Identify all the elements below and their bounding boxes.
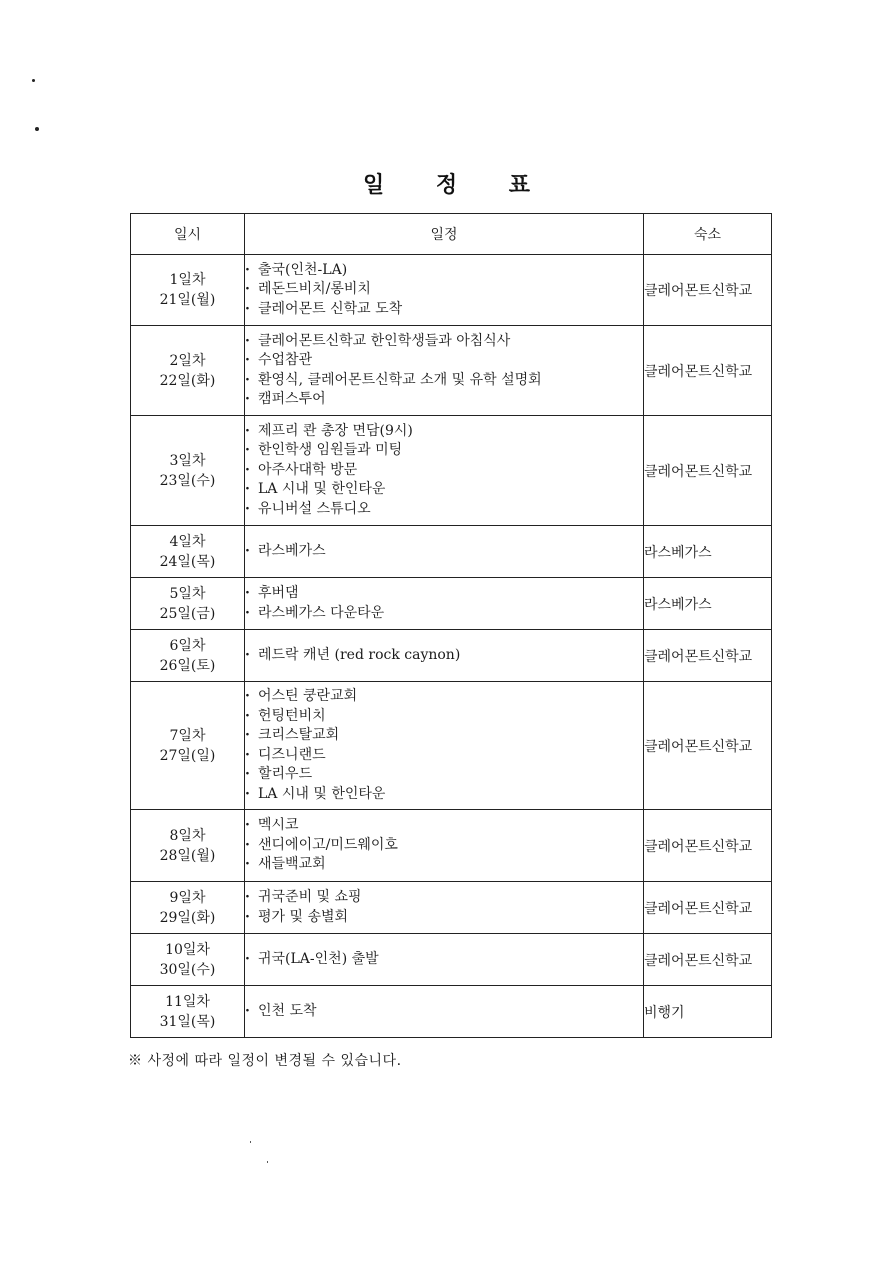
table-row [131, 682, 772, 810]
schedule-item: · 레돈드비치/롱비치 [245, 280, 643, 300]
lodging-cell: 클레어몬트신학교 [644, 882, 772, 934]
header-schedule: 일정 [245, 214, 644, 255]
schedule-cell [245, 810, 644, 882]
day-number: 11일차 [165, 993, 210, 1010]
schedule-cell [245, 416, 644, 526]
lodging-cell: 클레어몬트신학교 [644, 416, 772, 526]
day-date: 25일(금) [159, 605, 216, 622]
schedule-item: · 후버댐 [245, 584, 643, 604]
lodging-cell: 클레어몬트신학교 [644, 810, 772, 882]
day-date: 26일(토) [159, 657, 216, 674]
schedule-cell [245, 986, 644, 1038]
day-cell [131, 682, 245, 810]
day-date: 22일(화) [159, 372, 216, 389]
schedule-item: · LA 시내 및 한인타운 [245, 785, 643, 805]
schedule-cell [245, 934, 644, 986]
day-cell [131, 526, 245, 578]
schedule-cell [245, 326, 644, 416]
schedule-list [245, 542, 643, 562]
table-header-row [131, 214, 772, 255]
day-date: 31일(목) [159, 1013, 216, 1030]
day-date: 23일(수) [159, 472, 216, 489]
day-date: 30일(수) [159, 961, 216, 978]
table-row [131, 578, 772, 630]
day-number: 3일차 [169, 452, 206, 469]
schedule-item: · 수업참관 [245, 351, 643, 371]
schedule-cell [245, 682, 644, 810]
lodging-cell: 클레어몬트신학교 [644, 934, 772, 986]
table-row [131, 934, 772, 986]
day-number: 1일차 [169, 272, 206, 288]
schedule-item: · LA 시내 및 한인타운 [245, 480, 643, 500]
day-date: 27일(일) [159, 747, 216, 764]
footnote: ※ 사정에 따라 일정이 변경될 수 있습니다. [128, 1053, 402, 1069]
schedule-table [130, 213, 772, 1038]
header-lodging: 숙소 [644, 214, 772, 255]
day-number: 6일차 [169, 637, 206, 654]
schedule-list [245, 687, 643, 804]
day-number: 8일차 [169, 827, 206, 844]
day-number: 10일차 [165, 941, 210, 958]
day-cell [131, 986, 245, 1038]
schedule-item: · 헌팅턴비치 [245, 707, 643, 727]
day-cell [131, 630, 245, 682]
schedule-list [245, 950, 643, 970]
schedule-cell [245, 255, 644, 326]
day-cell [131, 416, 245, 526]
day-cell [131, 882, 245, 934]
table-row [131, 416, 772, 526]
lodging-cell: 비행기 [644, 986, 772, 1038]
table-row [131, 526, 772, 578]
day-date: 29일(화) [159, 909, 216, 926]
day-cell [131, 934, 245, 986]
schedule-item: · 아주사대학 방문 [245, 461, 643, 481]
schedule-item: · 멕시코 [245, 816, 643, 836]
lodging-cell: 라스베가스 [644, 526, 772, 578]
lodging-cell: 클레어몬트신학교 [644, 255, 772, 326]
lodging-cell: 라스베가스 [644, 578, 772, 630]
schedule-item: · 샌디에이고/미드웨이호 [245, 836, 643, 856]
schedule-cell [245, 578, 644, 630]
table-row [131, 882, 772, 934]
header-date: 일시 [131, 214, 245, 255]
schedule-item: · 라스베가스 다운타운 [245, 604, 643, 624]
schedule-list [245, 816, 643, 875]
lodging-cell: 클레어몬트신학교 [644, 326, 772, 416]
schedule-item: · 귀국(LA-인천) 출발 [245, 950, 643, 970]
day-date: 28일(월) [159, 847, 216, 864]
day-number: 4일차 [169, 533, 206, 550]
table-row [131, 255, 772, 326]
schedule-cell [245, 630, 644, 682]
page-title: 일 정 표 [362, 173, 553, 198]
scan-speck [32, 79, 35, 82]
schedule-item: · 환영식, 클레어몬트신학교 소개 및 유학 설명회 [245, 371, 643, 391]
table-row [131, 630, 772, 682]
schedule-item: · 클레어몬트신학교 한인학생들과 아침식사 [245, 332, 643, 352]
schedule-item: · 새들백교회 [245, 855, 643, 875]
schedule-item: · 출국(인천-LA) [245, 261, 643, 281]
day-number: 5일차 [169, 585, 206, 602]
schedule-item: · 평가 및 송별회 [245, 908, 643, 928]
schedule-list [245, 584, 643, 623]
day-cell [131, 326, 245, 416]
day-cell [131, 810, 245, 882]
lodging-cell: 클레어몬트신학교 [644, 682, 772, 810]
schedule-list [245, 646, 643, 666]
table-row [131, 986, 772, 1038]
schedule-item: · 레드락 캐년 (red rock caynon) [245, 646, 643, 666]
lodging-cell: 클레어몬트신학교 [644, 630, 772, 682]
schedule-item: · 크리스탈교회 [245, 726, 643, 746]
day-cell [131, 578, 245, 630]
day-number: 9일차 [169, 889, 206, 906]
day-number: 7일차 [169, 727, 206, 744]
schedule-list [245, 1002, 643, 1022]
schedule-item: · 캠퍼스투어 [245, 390, 643, 410]
day-cell [131, 255, 245, 326]
schedule-item: · 유니버설 스튜디오 [245, 500, 643, 520]
schedule-item: · 할리우드 [245, 765, 643, 785]
schedule-item: · 디즈니랜드 [245, 746, 643, 766]
schedule-item: · 한인학생 임원들과 미팅 [245, 441, 643, 461]
schedule-list [245, 422, 643, 520]
table-row [131, 810, 772, 882]
schedule-list [245, 888, 643, 927]
day-date: 24일(목) [159, 553, 216, 570]
schedule-cell [245, 882, 644, 934]
schedule-list [245, 332, 643, 410]
day-date: 21일(월) [159, 292, 216, 308]
schedule-item: · 클레어몬트 신학교 도착 [245, 300, 643, 320]
schedule-item: · 귀국준비 및 쇼핑 [245, 888, 643, 908]
schedule-item: · 라스베가스 [245, 542, 643, 562]
schedule-body [131, 255, 772, 1038]
scan-speck [250, 1141, 251, 1143]
schedule-item: · 인천 도착 [245, 1002, 643, 1022]
schedule-item: · 어스틴 쿵란교회 [245, 687, 643, 707]
table-row [131, 326, 772, 416]
day-number: 2일차 [169, 352, 206, 369]
scan-speck [35, 127, 39, 131]
schedule-item: · 제프리 콴 총장 면담(9시) [245, 422, 643, 442]
schedule-list [245, 261, 643, 320]
scan-speck [267, 1161, 268, 1163]
schedule-cell [245, 526, 644, 578]
